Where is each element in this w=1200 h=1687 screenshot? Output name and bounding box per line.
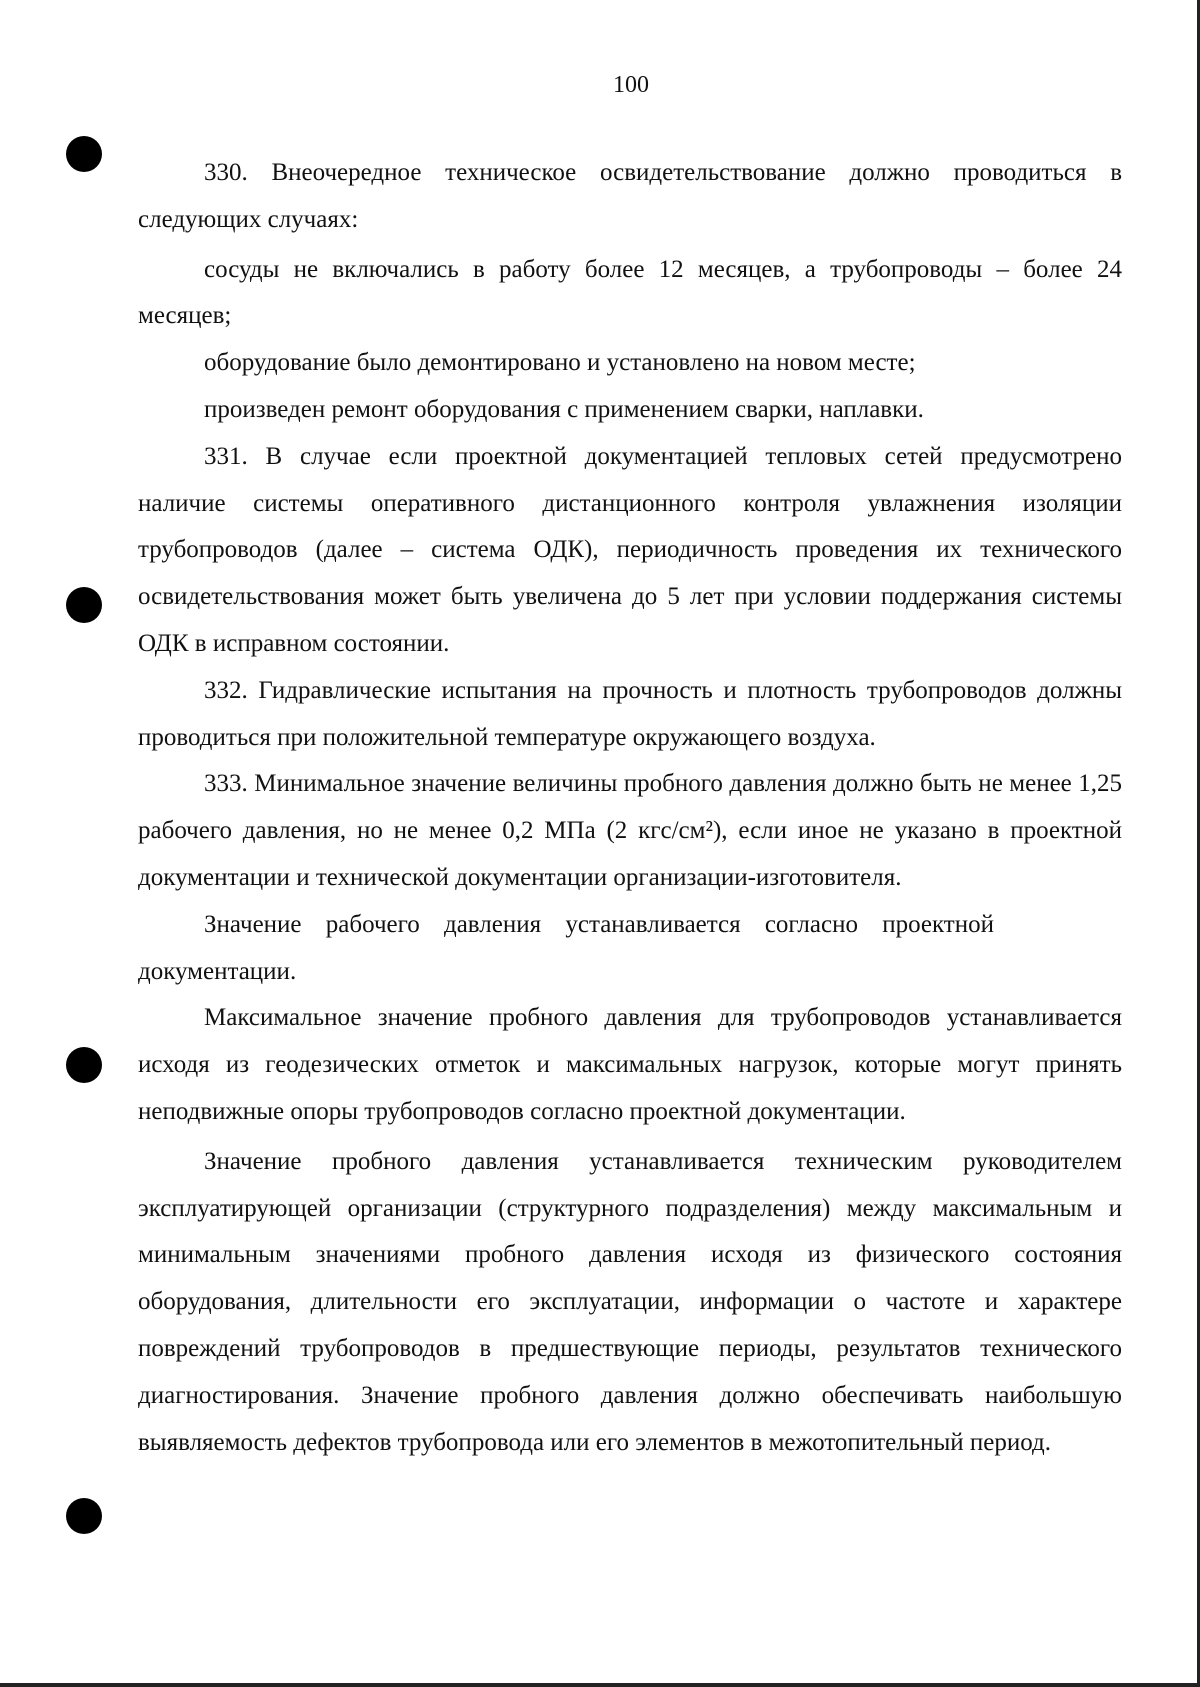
list-item-repair: произведен ремонт оборудования с применением сварки, наплавки. [204, 395, 924, 423]
binder-hole-mark [66, 136, 102, 172]
binder-hole-mark [66, 1498, 102, 1534]
paragraph-332: 332. Гидравлические испытания на прочность и плотность трубопроводов должны проводиться при положительной температуре окружающего воздуха. [138, 676, 1122, 751]
list-item-relocated: оборудование было демонтировано и установлено на новом месте; [204, 349, 916, 377]
document-body [138, 150, 1122, 1466]
paragraph-333: 333. Минимальное значение величины пробного давления должно быть не менее 1,25 рабочего давления, но не менее 0,2 МПа (2 кгс/см²), если иное не указано в проектной документации и технической документации организации-изготовителя. [138, 770, 1122, 891]
paragraph-330: 330. Внеочередное техническое освидетельствование должно проводиться в следующих случаях: [138, 159, 1122, 233]
page-number: 100 [613, 72, 649, 98]
paragraph-331: 331. В случае если проектной документацией тепловых сетей предусмотрено наличие системы оперативного дистанционного контроля увлажнения изоляции трубопроводов (далее – система ОДК), периодичность проведения их технического освидетельствования может быть увеличена до 5 лет при условии поддержания системы ОДК в исправном состоянии. [138, 442, 1122, 657]
binder-hole-mark [66, 587, 102, 623]
paragraph-max-test-pressure: Максимальное значение пробного давления для трубопроводов устанавливается исходя из геодезических отметок и максимальных нагрузок, которые могут принять неподвижные опоры трубопроводов согласно проектной документации. [138, 1004, 1122, 1125]
binder-hole-mark [66, 1047, 102, 1083]
paragraph-working-pressure: Значение рабочего давления устанавливается согласно проектной документации. [138, 910, 994, 985]
paragraph-test-pressure-value: Значение пробного давления устанавливается техническим руководителем эксплуатирующей организации (структурного подразделения) между максимальным и минимальным значениями пробного давления исходя из физического состояния оборудования, длительности его эксплуатации, информации о частоте и характере повреждений трубопроводов в предшествующие периоды, результатов технического диагностирования. Значение пробного давления должно обеспечивать наибольшую выявляемость дефектов трубопровода или его элементов в межотопительный период. [138, 1147, 1122, 1456]
list-item-vessels: сосуды не включались в работу более 12 месяцев, а трубопроводы – более 24 месяцев; [138, 255, 1122, 330]
scan-edge-bottom [0, 1683, 1200, 1687]
